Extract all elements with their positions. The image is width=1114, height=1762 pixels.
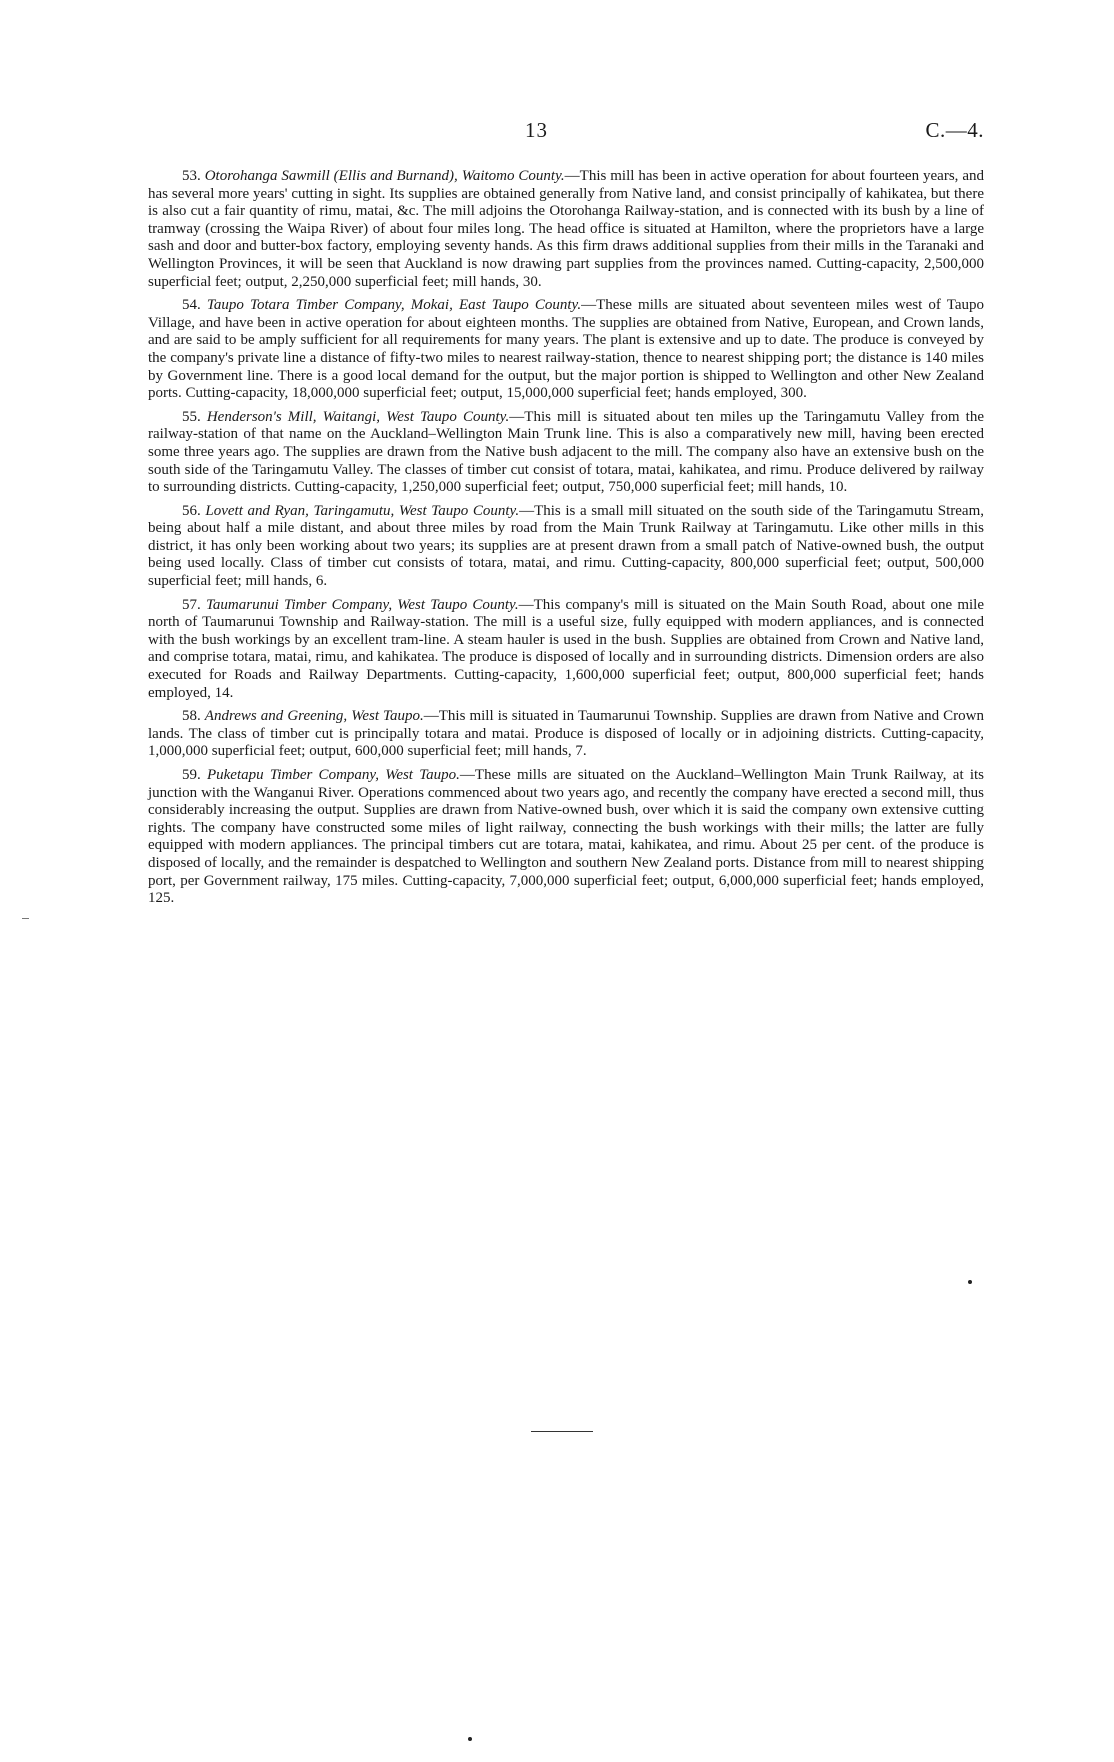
entry-body: —This mill has been in active operation for about fourteen years, and has several more years' cutting in sight. Its supplies are obtained generally from Native land, and consist principally of kahikatea, but there is also cut a fair quantity of rimu, matai, &c. The mill adjoins the Otorohanga Railway-station, and is connected with its bush by a line of tramway (crossing the Waipa River) of about four miles long. The head office is situated at Hamilton, where the proprietors have a large sash and door and butter-box factory, employing seventy hands. As this firm draws additional supplies from their mills in the Taranaki and Wellington Provinces, it will be seen that Auckland is now drawing part supplies from the provinces named. Cutting-capacity, 2,500,000 superficial feet; output, 2,250,000 superficial feet; mill hands, 30. <box>148 168 985 290</box>
mill-entry-53 <box>148 168 984 291</box>
scan-speck <box>22 918 29 919</box>
entry-number: 59. <box>182 767 201 783</box>
scan-speck <box>968 1280 972 1284</box>
entry-number: 56. <box>182 502 201 519</box>
entry-number: 53. <box>182 168 201 184</box>
entry-title: Puketapu Timber Company, West Taupo. <box>206 767 460 783</box>
mill-entry-59 <box>148 767 984 908</box>
entry-body: —These mills are situated on the Auckland–Wellington Main Trunk Railway, at its junction with the Wanganui River. Operations commenced about two years ago, and recently the company have erected a second mill, thus considerably increasing the output. Supplies are drawn from Native-owned bush, over which it is said the company own extensive cutting rights. The company have constructed some miles of light railway, connecting the bush workings with their mills; the latter are fully equipped with modern appliances. The principal timbers cut are totara, matai, kahikatea, and rimu. About 25 per cent. of the produce is disposed of locally, and the remainder is despatched to Wellington and southern New Zealand ports. Distance from mill to nearest shipping port, per Government railway, 175 miles. Cutting-capacity, 7,000,000 superficial feet; output, 6,000,000 superficial feet; hands employed, 125. <box>148 767 984 907</box>
end-rule <box>531 1431 593 1432</box>
entry-body: —This mill is situated about ten miles up the Taringamutu Valley from the railway-station of that name on the Auckland–Wellington Main Trunk line. This is also a comparatively new mill, having been erected some three years ago. The supplies are drawn from the Native bush adjacent to the mill. The company also have an extensive bush on the south side of the Taringamutu Valley. The classes of timber cut consist of totara, matai, kahikatea, and rimu. Produce delivered by railway to surrounding districts. Cutting-capacity, 1,250,000 superficial feet; output, 750,000 superficial feet; mill hands, 10. <box>148 408 984 496</box>
entry-title: Lovett and Ryan, Taringamutu, West Taupo County. <box>205 502 520 519</box>
entry-number: 58. <box>182 708 201 725</box>
mill-entry-56 <box>148 503 984 591</box>
entry-number: 55. <box>182 408 201 425</box>
entry-title: Taupo Totara Timber Company, Mokai, East Taupo County. <box>206 297 582 314</box>
entry-body: —This mill is situated in Taumarunui Township. Supplies are drawn from Native and Crown lands. The class of timber cut is principally totara and matai. Produce is disposed of locally or in adjoining districts. Cutting-capacity, 1,000,000 superficial feet; output, 600,000 superficial feet; mill hands, 7. <box>148 708 985 760</box>
scan-speck <box>468 1737 472 1741</box>
document-reference: C.—4. <box>925 118 984 142</box>
entry-title: Otorohanga Sawmill (Ellis and Burnand), Waitomo County. <box>204 168 565 184</box>
mill-entry-57 <box>148 597 984 703</box>
entry-number: 54. <box>182 297 201 314</box>
entry-title: Andrews and Greening, West Taupo. <box>204 708 424 725</box>
mill-entry-54 <box>148 297 984 403</box>
page-header <box>0 118 1114 148</box>
mill-entry-58 <box>148 708 984 761</box>
entry-number: 57. <box>182 596 201 613</box>
mill-entry-55 <box>148 409 984 497</box>
document-body <box>148 168 984 914</box>
entry-title: Taumarunui Timber Company, West Taupo County. <box>205 596 519 613</box>
entry-body: —These mills are situated about seventeen miles west of Taupo Village, and have been in active operation for about eighteen months. The supplies are obtained from Native, European, and Crown lands, and are said to be amply sufficient for all requirements for many years. The plant is extensive and up to date. The produce is conveyed by the company's private line a distance of fifty-two miles to nearest railway-station, thence to nearest shipping port; the distance is 140 miles by Government line. There is a good local demand for the output, but the major portion is shipped to Wellington and other New Zealand ports. Cutting-capacity, 18,000,000 superficial feet; output, 15,000,000 superficial feet; hands employed, 300. <box>148 297 984 402</box>
entry-body: —This is a small mill situated on the south side of the Taringamutu Stream, being about half a mile distant, and about three miles by road from the Main Trunk Railway at Taringamutu. Like other mills in this district, it has only been working about two years; its supplies are at present drawn from a small patch of Native-owned bush, the output being used locally. Class of timber cut consists of totara, matai, and rimu. Cutting-capacity, 800,000 superficial feet; output, 500,000 superficial feet; mill hands, 6. <box>148 502 984 590</box>
page-number: 13 <box>525 118 548 142</box>
entry-title: Henderson's Mill, Waitangi, West Taupo County. <box>206 408 510 425</box>
entry-body: —This company's mill is situated on the Main South Road, about one mile north of Taumarunui Township and Railway-station. The mill is a useful size, fully equipped with modern appliances, and is connected with the bush workings by an excellent tram-line. A steam hauler is used in the bush. Supplies are obtained from Crown and Native land, and comprise totara, matai, rimu, and kahikatea. The produce is disposed of locally and in surrounding districts. Dimension orders are also executed for Roads and Railway Departments. Cutting-capacity, 1,600,000 superficial feet; output, 800,000 superficial feet; hands employed, 14. <box>148 596 985 701</box>
